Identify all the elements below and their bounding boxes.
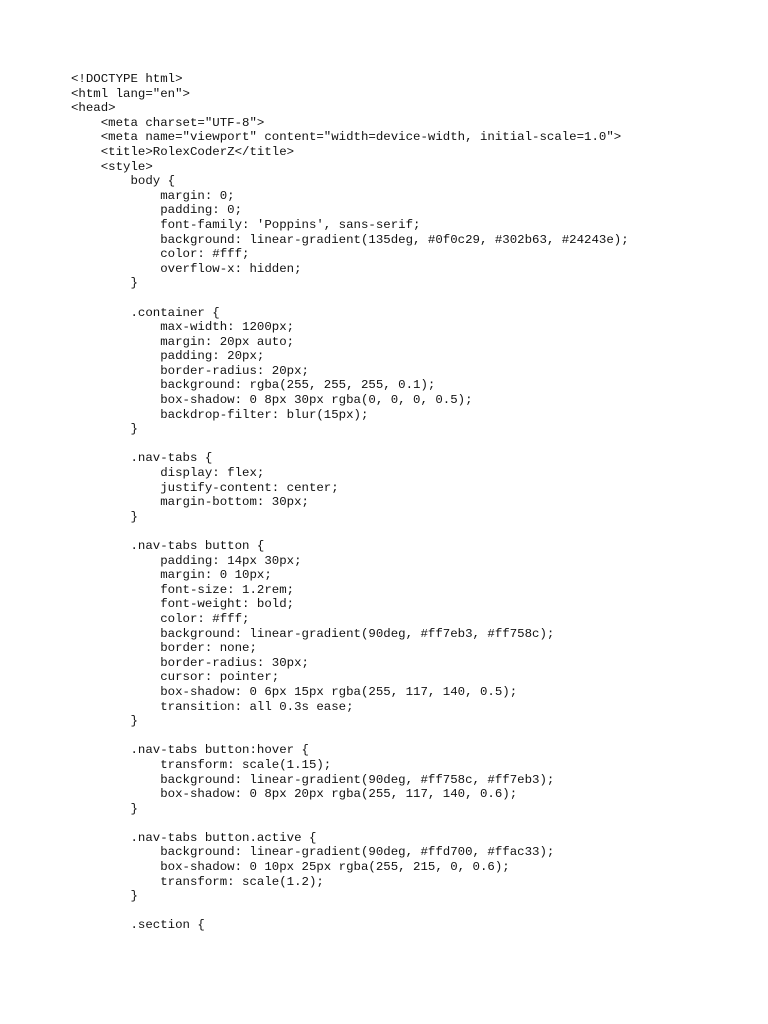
code-line: background: rgba(255, 255, 255, 0.1); xyxy=(71,378,436,393)
code-line: box-shadow: 0 8px 20px rgba(255, 117, 140, 0.6); xyxy=(71,787,518,802)
code-line: } xyxy=(71,422,138,437)
code-line xyxy=(71,729,629,744)
code-line: cursor: pointer; xyxy=(71,670,280,685)
code-line: font-family: 'Poppins', sans-serif; xyxy=(71,217,421,232)
code-line: } xyxy=(71,276,138,291)
code-line xyxy=(71,904,629,919)
code-line: overflow-x: hidden; xyxy=(71,261,302,276)
code-line: box-shadow: 0 10px 25px rgba(255, 215, 0, 0.6); xyxy=(71,860,510,875)
code-line: margin-bottom: 30px; xyxy=(71,495,309,510)
code-line: <style> xyxy=(71,159,153,174)
code-line: justify-content: center; xyxy=(71,480,339,495)
code-line: <!DOCTYPE html> xyxy=(71,72,183,86)
code-line: <meta name="viewport" content="width=device-width, initial-scale=1.0"> xyxy=(71,130,622,145)
code-line: <title>RolexCoderZ</title> xyxy=(71,144,295,159)
code-line: border-radius: 30px; xyxy=(71,655,309,670)
code-line: padding: 20px; xyxy=(71,349,265,364)
code-line: margin: 0; xyxy=(71,188,235,203)
code-line xyxy=(71,524,629,539)
code-line: box-shadow: 0 6px 15px rgba(255, 117, 140, 0.5); xyxy=(71,684,518,699)
code-line: background: linear-gradient(90deg, #ff758c, #ff7eb3); xyxy=(71,772,555,787)
code-line: .container { xyxy=(71,305,220,320)
code-line: padding: 14px 30px; xyxy=(71,553,302,568)
code-line: color: #fff; xyxy=(71,611,250,626)
code-line: <head> xyxy=(71,101,116,116)
code-line: .nav-tabs button:hover { xyxy=(71,743,309,758)
code-line: .section { xyxy=(71,918,205,933)
code-line xyxy=(71,816,629,831)
code-line: font-weight: bold; xyxy=(71,597,295,612)
code-line: color: #fff; xyxy=(71,247,250,262)
code-line xyxy=(71,291,629,306)
code-line: background: linear-gradient(90deg, #ffd700, #ffac33); xyxy=(71,845,555,860)
code-line: } xyxy=(71,889,138,904)
code-line: display: flex; xyxy=(71,466,265,481)
code-line: } xyxy=(71,714,138,729)
code-line: max-width: 1200px; xyxy=(71,320,295,335)
code-line: } xyxy=(71,509,138,524)
code-line: <html lang="en"> xyxy=(71,86,190,101)
code-line: padding: 0; xyxy=(71,203,243,218)
code-line: } xyxy=(71,801,138,816)
code-line: .nav-tabs button { xyxy=(71,539,265,553)
code-line: body { xyxy=(71,174,176,189)
code-line: background: linear-gradient(90deg, #ff7eb3, #ff758c); xyxy=(71,626,555,641)
code-line: box-shadow: 0 8px 30px rgba(0, 0, 0, 0.5); xyxy=(71,393,473,408)
code-listing xyxy=(71,72,629,933)
code-line: margin: 0 10px; xyxy=(71,568,272,583)
code-line: .nav-tabs button.active { xyxy=(71,830,317,845)
code-line: transform: scale(1.2); xyxy=(71,874,324,889)
code-line: background: linear-gradient(135deg, #0f0c29, #302b63, #24243e); xyxy=(71,232,629,247)
code-line: <meta charset="UTF-8"> xyxy=(71,115,265,130)
code-line: font-size: 1.2rem; xyxy=(71,582,295,597)
code-line: transition: all 0.3s ease; xyxy=(71,699,354,714)
code-line xyxy=(71,437,629,452)
code-line: margin: 20px auto; xyxy=(71,334,295,349)
code-line: .nav-tabs { xyxy=(71,451,213,466)
code-line: transform: scale(1.15); xyxy=(71,757,332,772)
code-line: border: none; xyxy=(71,641,257,656)
code-line: backdrop-filter: blur(15px); xyxy=(71,407,369,422)
code-line: border-radius: 20px; xyxy=(71,363,309,378)
